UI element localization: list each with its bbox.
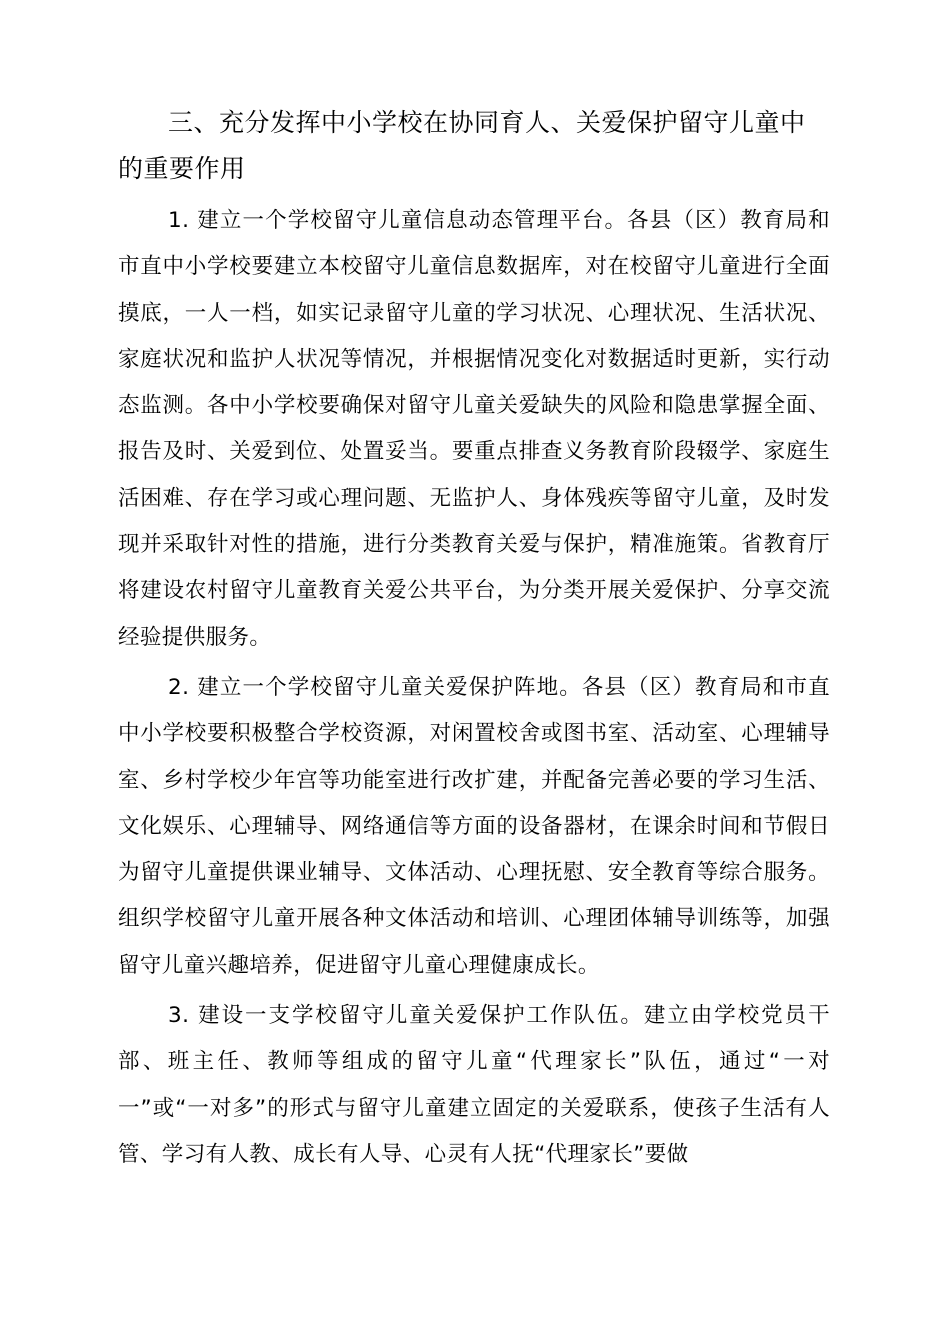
- paragraph-2: 2. 建立一个学校留守儿童关爱保护阵地。各县（区）教育局和市直中小学校要积极整合学校资源，对闲置校舍或图书室、活动室、心理辅导室、乡村学校少年宫等功能室进行改扩建，并配备完善必要的学习生活、文化娱乐、心理辅导、网络通信等方面的设备器材，在课余时间和节假日为留守儿童提供课业辅导、文体活动、心理抚慰、安全教育等综合服务。组织学校留守儿童开展各种文体活动和培训、心理团体辅导训练等，加强留守儿童兴趣培养，促进留守儿童心理健康成长。: [118, 674, 830, 978]
- document-page: [118, 100, 830, 1182]
- paragraph-1: 1. 建立一个学校留守儿童信息动态管理平台。各县（区）教育局和市直中小学校要建立本校留守儿童信息数据库，对在校留守儿童进行全面摸底，一人一档，如实记录留守儿童的学习状况、心理状况、生活状况、家庭状况和监护人状况等情况，并根据情况变化对数据适时更新，实行动态监测。各中小学校要确保对留守儿童关爱缺失的风险和隐患掌握全面、报告及时、关爱到位、处置妥当。要重点排查义务教育阶段辍学、家庭生活困难、存在学习或心理问题、无监护人、身体残疾等留守儿童，及时发现并采取针对性的措施，进行分类教育关爱与保护，精准施策。省教育厅将建设农村留守儿童教育关爱公共平台，为分类开展关爱保护、分享交流经验提供服务。: [118, 208, 830, 650]
- paragraph-3: 3. 建设一支学校留守儿童关爱保护工作队伍。建立由学校党员干部、班主任、教师等组成的留守儿童“代理家长”队伍，通过“一对一”或“一对多”的形式与留守儿童建立固定的关爱联系，使孩子生活有人管、学习有人教、成长有人导、心灵有人抚“代理家长”要做: [118, 1003, 830, 1167]
- section-heading: 三、充分发挥中小学校在协同育人、关爱保护留守儿童中的重要作用: [118, 108, 806, 183]
